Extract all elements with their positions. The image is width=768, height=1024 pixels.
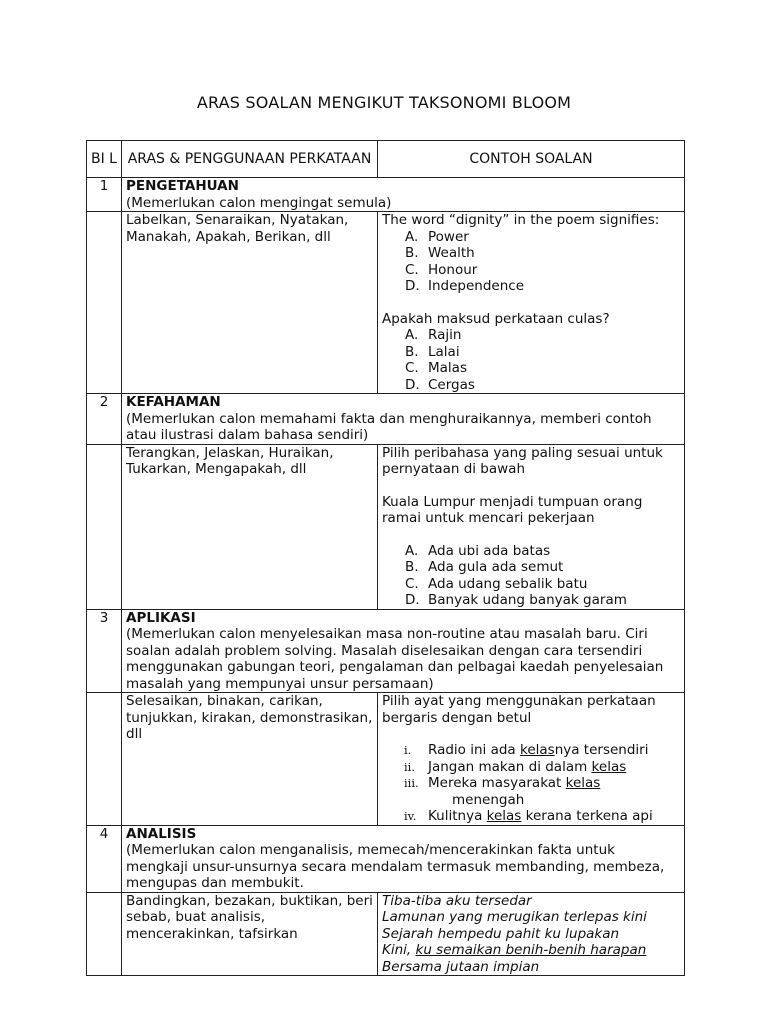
document-title: ARAS SOALAN MENGIKUT TAKSONOMI BLOOM <box>196 93 572 112</box>
level-row-analisis <box>87 825 685 892</box>
level-heading <box>122 178 685 212</box>
level-heading <box>122 609 685 693</box>
list-item: iv. Kulitnya kelas kerana terkena api <box>404 808 653 824</box>
poem-line: Kini, ku semaikan benih-benih harapan <box>382 942 647 958</box>
options-list <box>382 742 680 825</box>
list-item: C. Malas <box>405 360 467 376</box>
level-heading <box>122 825 685 892</box>
keywords-cell: Selesaikan, binakan, carikan, tunjukkan, kirakan, demonstrasikan, dll <box>122 693 378 826</box>
list-item: A. Ada ubi ada batas <box>405 542 551 559</box>
list-item: A. Rajin <box>405 327 462 343</box>
keywords-cell: Bandingkan, bezakan, buktikan, beri sebab, buat analisis, mencerakinkan, tafsirkan <box>122 892 378 976</box>
example-cell <box>378 892 685 976</box>
options-list <box>382 229 680 295</box>
list-item: B. Wealth <box>405 245 475 261</box>
level-number: 4 <box>87 825 122 892</box>
level-number: 3 <box>87 609 122 693</box>
level-name: APLIKASI <box>126 609 196 626</box>
level-description: (Memerlukan calon mengingat semula) <box>126 194 392 211</box>
keywords-cell: Terangkan, Jelaskan, Huraikan, Tukarkan, Mengapakah, dll <box>122 444 378 609</box>
poem-line: Tiba-tiba aku tersedar <box>382 892 532 909</box>
list-item: D. Independence <box>405 278 525 294</box>
statement-text: Kuala Lumpur menjadi tumpuan orang ramai untuk mencari pekerjaan <box>382 493 643 526</box>
question-text: Apakah maksud perkataan culas? <box>382 310 610 327</box>
level-description: (Memerlukan calon menyelesaikan masa non-routine atau masalah baru. Ciri soalan adalah problem solving. Masalah diselesaikan dengan cara tersendiri menggunakan gabungan teori, pengalaman dan pelbagai kaedah penyelesaian masalah yang mempunyai unsur persamaan) <box>126 626 664 692</box>
poem-line: Lamunan yang merugikan terlepas kini <box>382 909 647 925</box>
list-item: C. Ada udang sebalik batu <box>405 575 588 592</box>
level-name: ANALISIS <box>126 825 197 842</box>
question-text: Pilih peribahasa yang paling sesuai untuk pernyataan di bawah <box>382 444 663 477</box>
question-text: Pilih ayat yang menggunakan perkataan bergaris dengan betul <box>382 693 656 726</box>
level-number: 1 <box>87 178 122 212</box>
example-row-aplikasi <box>87 693 685 826</box>
example-row-kefahaman <box>87 444 685 609</box>
empty-cell <box>87 212 122 394</box>
example-cell <box>378 693 685 826</box>
empty-cell <box>87 892 122 976</box>
level-description: (Memerlukan calon memahami fakta dan menghuraikannya, memberi contoh atau ilustrasi dalam bahasa sendiri) <box>126 410 652 443</box>
list-item: C. Honour <box>405 261 478 278</box>
poem-line: Sejarah hempedu pahit ku lupakan <box>382 925 620 942</box>
level-name: KEFAHAMAN <box>126 394 221 410</box>
header-bil: BI L <box>87 141 122 178</box>
example-row-pengetahuan <box>87 212 685 394</box>
level-name: PENGETAHUAN <box>126 178 239 194</box>
header-contoh-soalan: CONTOH SOALAN <box>378 141 685 178</box>
header-aras: ARAS & PENGGUNAAN PERKATAAN <box>122 141 378 178</box>
list-item: A. Power <box>405 228 469 245</box>
level-row-kefahaman <box>87 394 685 445</box>
level-number: 2 <box>87 394 122 445</box>
empty-cell <box>87 693 122 826</box>
list-item: D. Banyak udang banyak garam <box>405 592 627 608</box>
level-description: (Memerlukan calon menganalisis, memecah/mencerakinkan fakta untuk mengkaji unsur-unsurnya secara mendalam termasuk membanding, membeza, mengupas dan membukit. <box>126 842 665 891</box>
question-text: The word “dignity” in the poem signifies: <box>382 212 660 228</box>
example-cell <box>378 444 685 609</box>
level-heading <box>122 394 685 445</box>
list-item: B. Ada gula ada semut <box>405 559 564 575</box>
example-row-analisis <box>87 892 685 976</box>
list-item: i. Radio ini ada kelasnya tersendiri <box>404 742 649 758</box>
poem-line: Bersama jutaan impian <box>382 958 540 975</box>
list-item: iii. Mereka masyarakat kelas menengah <box>404 775 601 808</box>
table-header-row <box>87 141 685 178</box>
level-row-pengetahuan <box>87 178 685 212</box>
options-list <box>382 543 680 609</box>
list-item: D. Cergas <box>405 376 475 393</box>
empty-cell <box>87 444 122 609</box>
list-item: ii. Jangan makan di dalam kelas <box>404 758 627 775</box>
bloom-taxonomy-table <box>86 140 685 976</box>
example-cell <box>378 212 685 394</box>
level-row-aplikasi <box>87 609 685 693</box>
options-list <box>382 327 680 393</box>
keywords-cell: Labelkan, Senaraikan, Nyatakan, Manakah, Apakah, Berikan, dll <box>122 212 378 394</box>
list-item: B. Lalai <box>405 343 460 360</box>
